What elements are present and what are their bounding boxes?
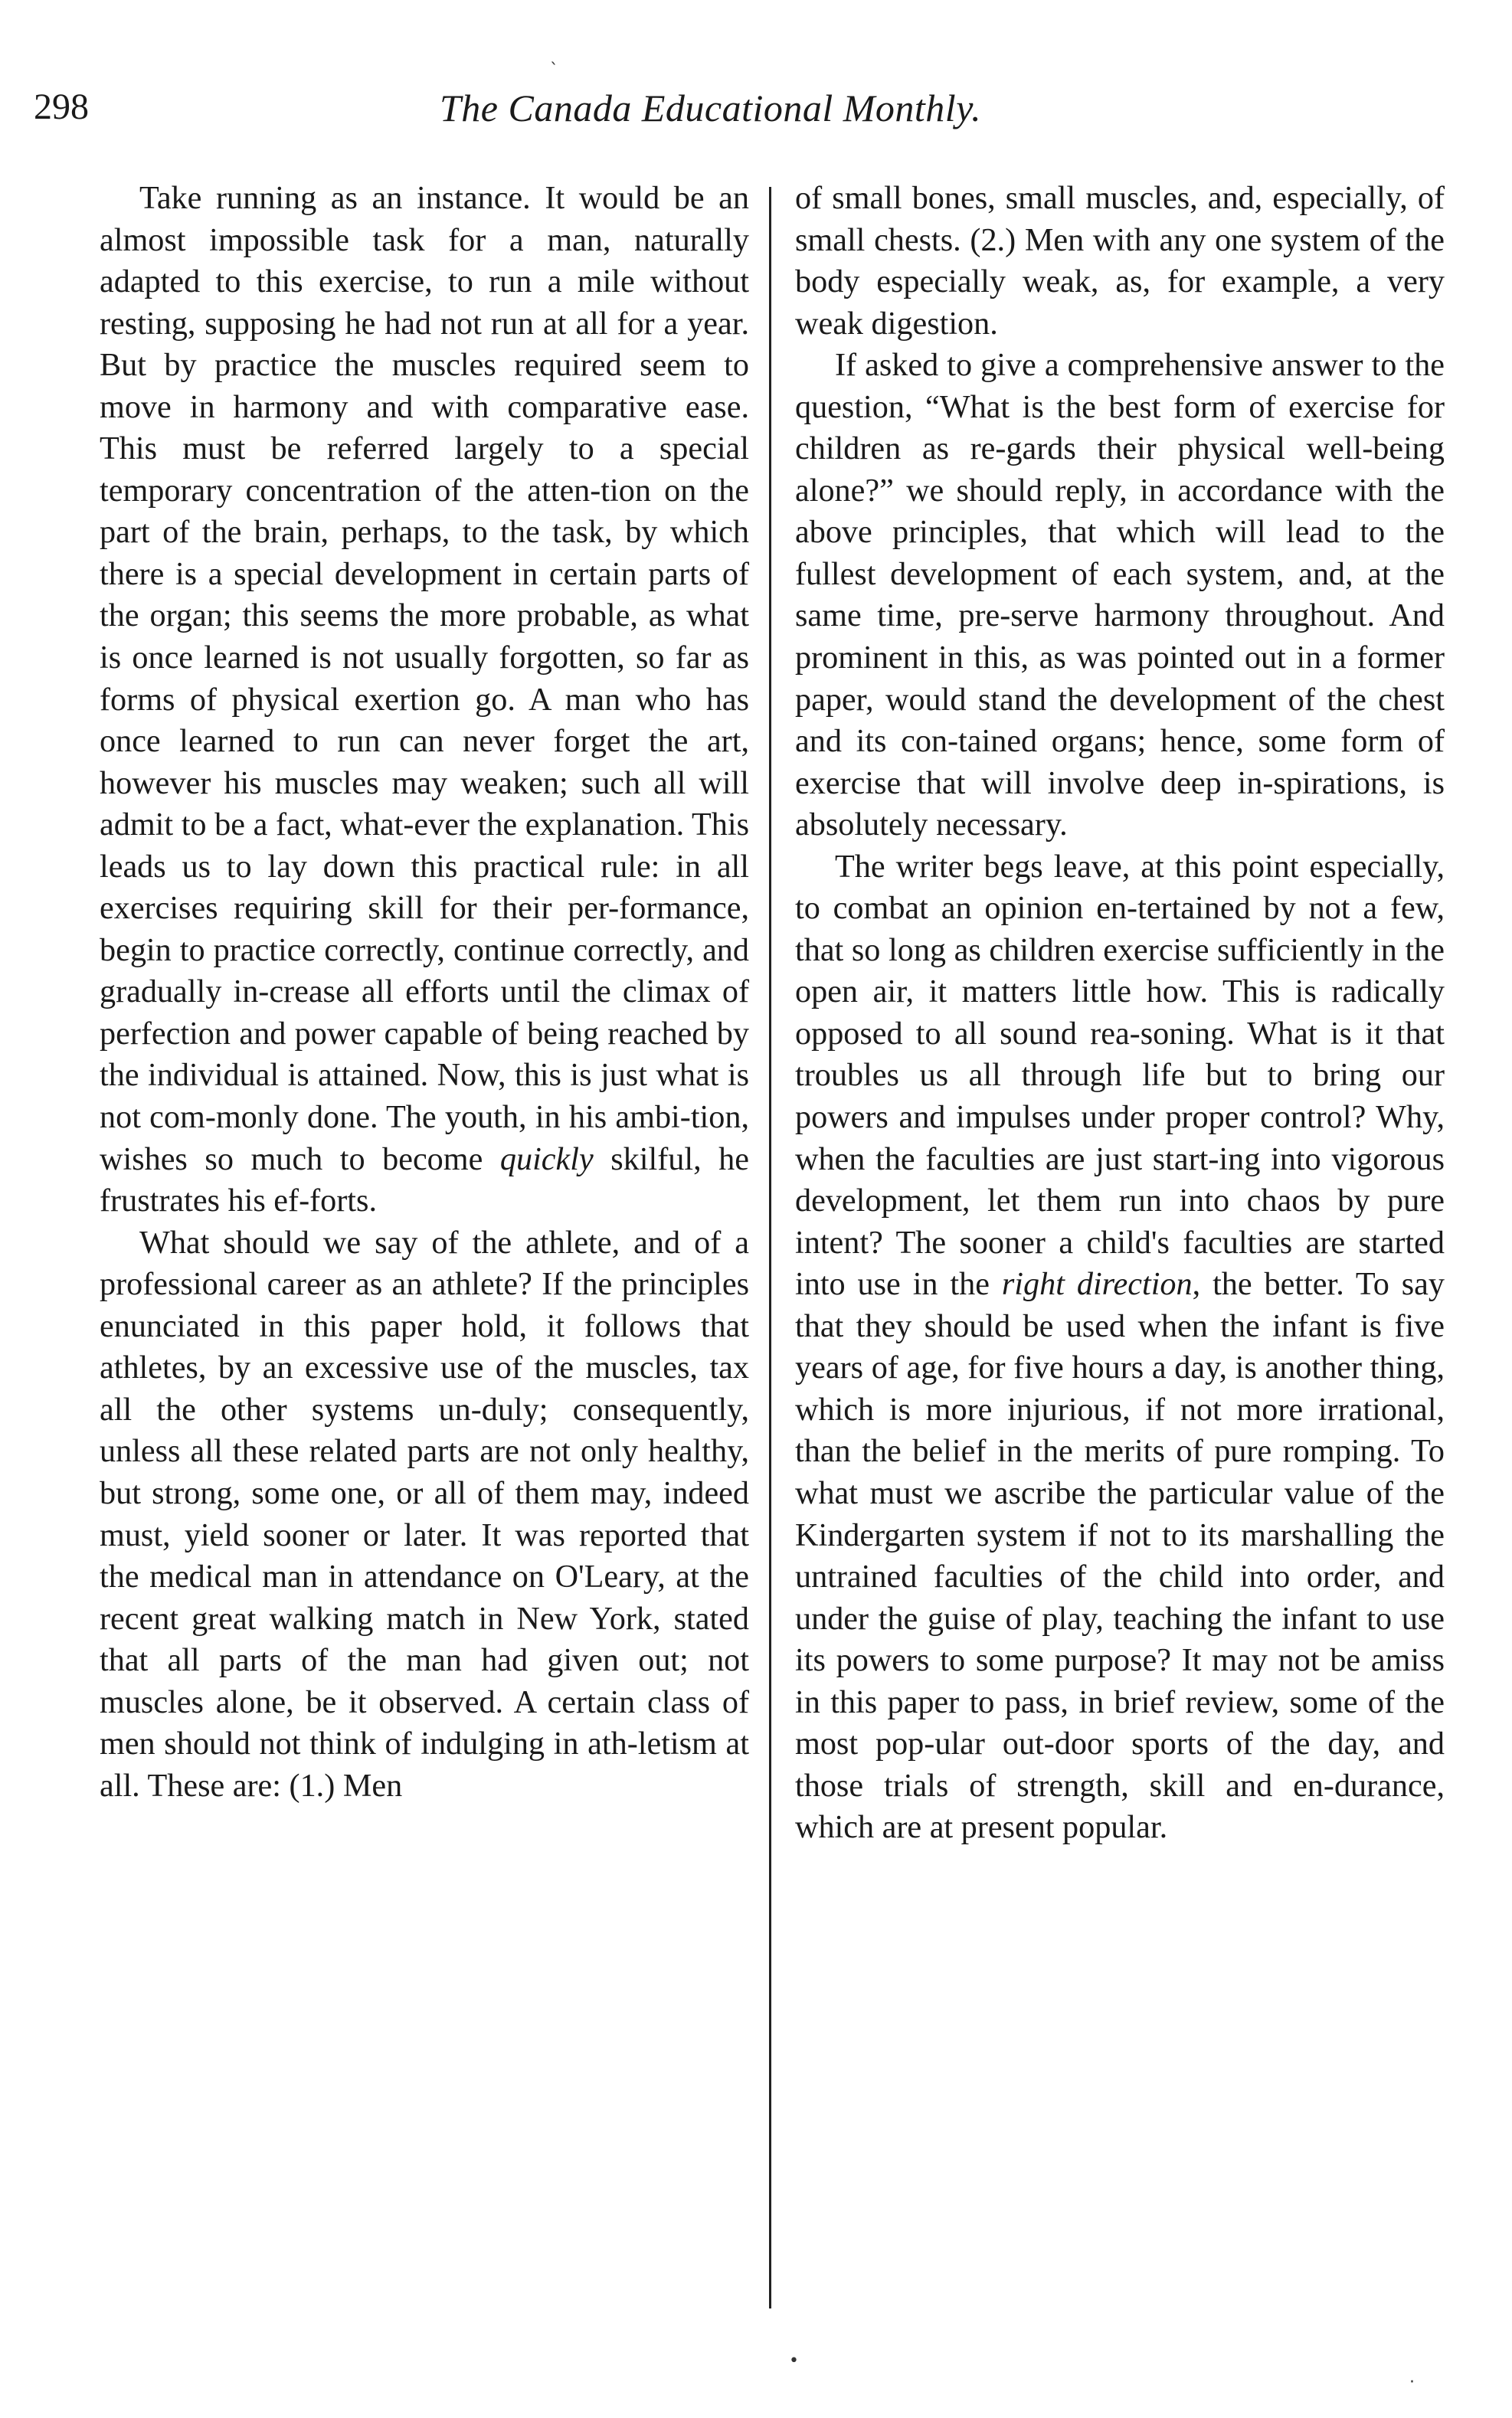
paragraph-text: The writer begs leave, at this point especially, to combat an opinion en-tertained by not a few, that so long as children exercise sufficiently in the open air, it matters little how. This is radically opposed to all sound rea-soning. What is it that troubles us all through life but to bring our powers and impulses under proper control? Why, when the faculties are just start-ing into vigorous development, let them run into chaos by pure intent? The sooner a child's faculties are started into use in the xyxy=(795,848,1445,1303)
paragraph-text: , the better. To say that they should be used when the infant is five years of age, for five hours a day, is another thing, which is more injurious, if not more irrational, than the belief in the merits of pure romping. To what must we ascribe the particular value of the Kindergarten system if not to its marshalling the untrained faculties of the child into order, and under the guise of play, teaching the infant to use its powers to some purpose? It may not be amiss in this paper to pass, in brief review, some of the most pop-ular out-door sports of the day, and those trials of strength, skill and en-durance, which are at present popular. xyxy=(795,1266,1445,1846)
running-title: The Canada Educational Monthly. xyxy=(440,87,982,129)
paragraph-text: Take running as an instance. It would be an almost impossible task for a man, naturally adapted to this exercise, to run a mile without resting, supposing he had not run at all for a year. But by practice the muscles required seem to move in harmony and with comparative ease. This must be referred largely to a special temporary concentration of the atten-tion on the part of the brain, perhaps, to the task, by which there is a special development in certain parts of the organ; this seems the more probable, as what is once learned is not usually forgotten, so far as forms of physical exertion go. A man who has once learned to run can never forget the art, however his muscles may weaken; such all will admit to be a fact, what-ever the explanation. This leads us to lay down this practical rule: in all exercises requiring skill for their per-formance, begin to practice correctly, continue correctly, and gradually in-crease all efforts until the climax of perfection and power capable of being reached by the individual is attained. Now, this is just what is not com-monly done. The youth, in his ambi-tion, wishes so much to become xyxy=(100,180,749,1177)
paragraph xyxy=(100,178,749,1222)
right-column xyxy=(795,178,1445,1849)
print-speck: ˎ xyxy=(550,46,558,65)
page-header xyxy=(34,86,1106,139)
paragraph-text: skilful, he frustrates his ef-forts. xyxy=(100,1140,749,1219)
paragraph xyxy=(795,846,1445,1849)
print-speck: · xyxy=(1409,2373,1415,2392)
italic-word: quickly xyxy=(499,1140,594,1177)
column-divider xyxy=(769,187,771,2308)
italic-phrase: right direction xyxy=(1001,1266,1193,1303)
paragraph-continued: of small bones, small muscles, and, especially, of small chests. (2.) Men with any one system of the body especially weak, as, for example, a very weak digestion. xyxy=(795,180,1445,342)
print-speck: • xyxy=(789,2351,799,2371)
page-number: 298 xyxy=(34,87,89,127)
paragraph: If asked to give a comprehensive answer to the question, “What is the best form of exercise for children as re-gards their physical well-being alone?” we should reply, in accordance with the above principles, that which will lead to the fullest development of each system, and, at the same time, pre-serve harmony throughout. And prominent in this, as was pointed out in a former paper, would stand the development of the chest and its con-tained organs; hence, some form of exercise that will involve deep in-spirations, is absolutely necessary. xyxy=(795,347,1445,843)
left-column xyxy=(100,178,749,1807)
paragraph: What should we say of the athlete, and of a professional career as an athlete? If the principles enunciated in this paper hold, it follows that athletes, by an excessive use of the muscles, tax all the other systems un-duly; consequently, unless all these related parts are not only healthy, but strong, some one, or all of them may, indeed must, yield sooner or later. It was reported that the medical man in attendance on O'Leary, at the recent great walking match in New York, stated that all parts of the man had given out; not muscles alone, be it observed. A certain class of men should not think of indulging in ath-letism at all. These are: (1.) Men xyxy=(100,1224,749,1804)
